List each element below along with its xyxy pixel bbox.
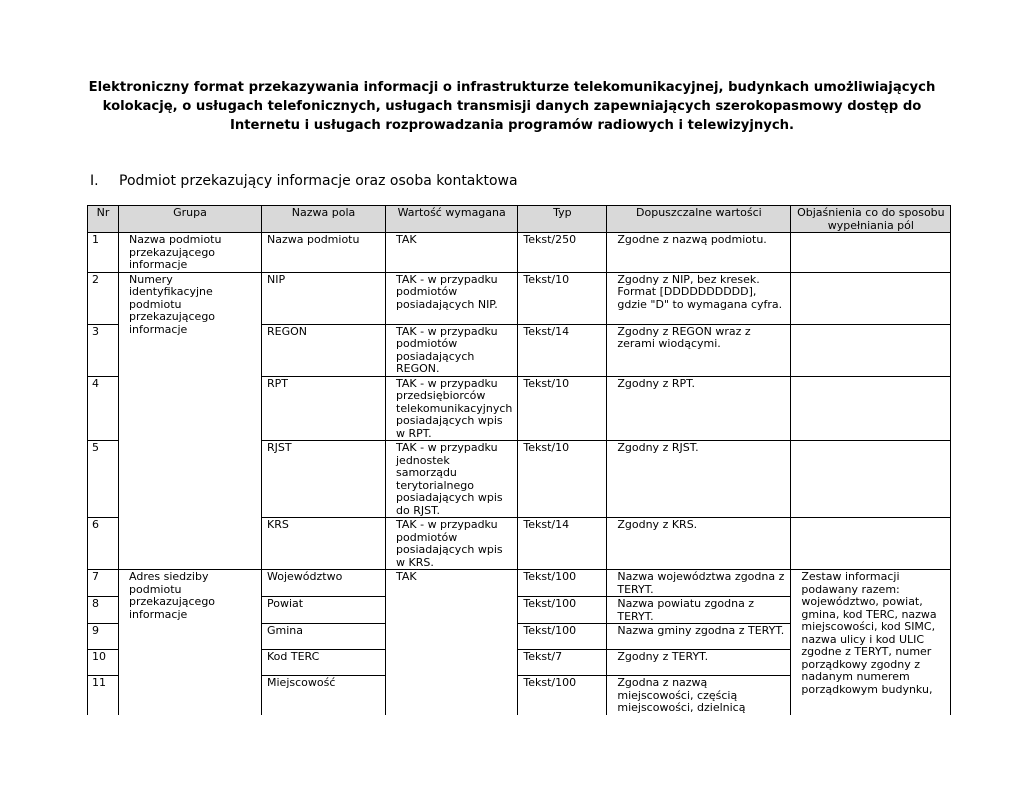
cell-type: Tekst/10 — [518, 441, 607, 518]
cell-group-nazwa: Nazwa podmiotu przekazującego informacje — [119, 233, 262, 273]
section-title: Podmiot przekazujący informacje oraz osoba kontaktowa — [119, 173, 518, 189]
cell-type: Tekst/10 — [518, 376, 607, 441]
section-number: I. — [90, 173, 99, 189]
title-line-1: Elektroniczny format przekazywania informacji o infrastrukturze telekomunikacyjnej, budynkach umożliwiających — [88, 80, 936, 95]
cell-field: Miejscowość — [262, 676, 386, 715]
cell-allowed: Nazwa gminy zgodna z TERYT. — [607, 624, 791, 650]
header-dopuszczalne-wartosci: Dopuszczalne wartości — [607, 206, 791, 233]
document-title — [80, 78, 944, 135]
header-wartosc-wymagana: Wartość wymagana — [386, 206, 518, 233]
table-header-row — [88, 206, 951, 233]
cell-notes — [791, 324, 951, 376]
cell-required: TAK - w przypadku przedsiębiorców telekomunikacyjnych posiadających wpis w RPT. — [386, 376, 518, 441]
cell-required-address: TAK — [386, 570, 518, 715]
cell-allowed: Zgodna z nazwą miejscowości, częścią miejscowości, dzielnicą — [607, 676, 791, 715]
cell-required: TAK — [386, 233, 518, 273]
cell-allowed: Zgodne z nazwą podmiotu. — [607, 233, 791, 273]
cell-type: Tekst/7 — [518, 650, 607, 676]
cell-nr: 2 — [88, 272, 119, 324]
cell-field: NIP — [262, 272, 386, 324]
cell-nr: 6 — [88, 518, 119, 570]
cell-nr: 1 — [88, 233, 119, 273]
table-row — [88, 570, 951, 597]
cell-type: Tekst/10 — [518, 272, 607, 324]
cell-required: TAK - w przypadku podmiotów posiadających REGON. — [386, 324, 518, 376]
cell-type: Tekst/100 — [518, 570, 607, 597]
fields-table — [87, 205, 951, 715]
title-line-3: Internetu i usługach rozprowadzania programów radiowych i telewizyjnych. — [229, 118, 795, 133]
header-nr: Nr — [88, 206, 119, 233]
cell-nr: 10 — [88, 650, 119, 676]
cell-nr: 11 — [88, 676, 119, 715]
cell-field: Kod TERC — [262, 650, 386, 676]
cell-nr: 7 — [88, 570, 119, 597]
cell-allowed: Zgodny z RPT. — [607, 376, 791, 441]
cell-field: Gmina — [262, 624, 386, 650]
cell-nr: 4 — [88, 376, 119, 441]
cell-notes — [791, 518, 951, 570]
cell-notes — [791, 376, 951, 441]
cell-notes — [791, 441, 951, 518]
table-row — [88, 272, 951, 324]
cell-required: TAK - w przypadku podmiotów posiadających NIP. — [386, 272, 518, 324]
cell-group-numery: Numery identyfikacyjne podmiotu przekazującego informacje — [119, 272, 262, 570]
header-typ: Typ — [518, 206, 607, 233]
cell-allowed: Zgodny z REGON wraz z zerami wiodącymi. — [607, 324, 791, 376]
title-line-2: kolokację, o usługach telefonicznych, usługach transmisji danych zapewniających szerokopasmowy dostęp do — [102, 99, 922, 114]
cell-allowed: Nazwa powiatu zgodna z TERYT. — [607, 597, 791, 624]
header-objasnienia: Objaśnienia co do sposobu wypełniania pól — [791, 206, 951, 233]
cell-field: Nazwa podmiotu — [262, 233, 386, 273]
cell-allowed: Zgodny z KRS. — [607, 518, 791, 570]
cell-allowed: Zgodny z TERYT. — [607, 650, 791, 676]
table-row — [88, 233, 951, 273]
cell-required: TAK - w przypadku podmiotów posiadających wpis w KRS. — [386, 518, 518, 570]
cell-notes — [791, 233, 951, 273]
header-grupa: Grupa — [119, 206, 262, 233]
cell-nr: 8 — [88, 597, 119, 624]
cell-notes — [791, 272, 951, 324]
cell-field: Powiat — [262, 597, 386, 624]
cell-field: KRS — [262, 518, 386, 570]
cell-required: TAK - w przypadku jednostek samorządu terytorialnego posiadających wpis do RJST. — [386, 441, 518, 518]
cell-type: Tekst/14 — [518, 324, 607, 376]
cell-nr: 9 — [88, 624, 119, 650]
cell-nr: 5 — [88, 441, 119, 518]
cell-type: Tekst/250 — [518, 233, 607, 273]
header-nazwa-pola: Nazwa pola — [262, 206, 386, 233]
cell-allowed: Zgodny z NIP, bez kresek. Format [DDDDDDDDDD], gdzie "D" to wymagana cyfra. — [607, 272, 791, 324]
cell-type: Tekst/14 — [518, 518, 607, 570]
cell-nr: 3 — [88, 324, 119, 376]
cell-address-note: Zestaw informacji podawany razem: województwo, powiat, gmina, kod TERC, nazwa miejscowości, kod SIMC, nazwa ulicy i kod ULIC zgodne z TERYT, numer porządkowy zgodny z nadanym numerem porządkowym budynku, — [791, 570, 951, 715]
cell-allowed: Zgodny z RJST. — [607, 441, 791, 518]
cell-field: RPT — [262, 376, 386, 441]
cell-group-adres: Adres siedziby podmiotu przekazującego informacje — [119, 570, 262, 715]
section-heading — [90, 173, 518, 189]
cell-field: REGON — [262, 324, 386, 376]
cell-field: Województwo — [262, 570, 386, 597]
cell-type: Tekst/100 — [518, 676, 607, 715]
cell-type: Tekst/100 — [518, 597, 607, 624]
cell-field: RJST — [262, 441, 386, 518]
cell-allowed: Nazwa województwa zgodna z TERYT. — [607, 570, 791, 597]
cell-type: Tekst/100 — [518, 624, 607, 650]
